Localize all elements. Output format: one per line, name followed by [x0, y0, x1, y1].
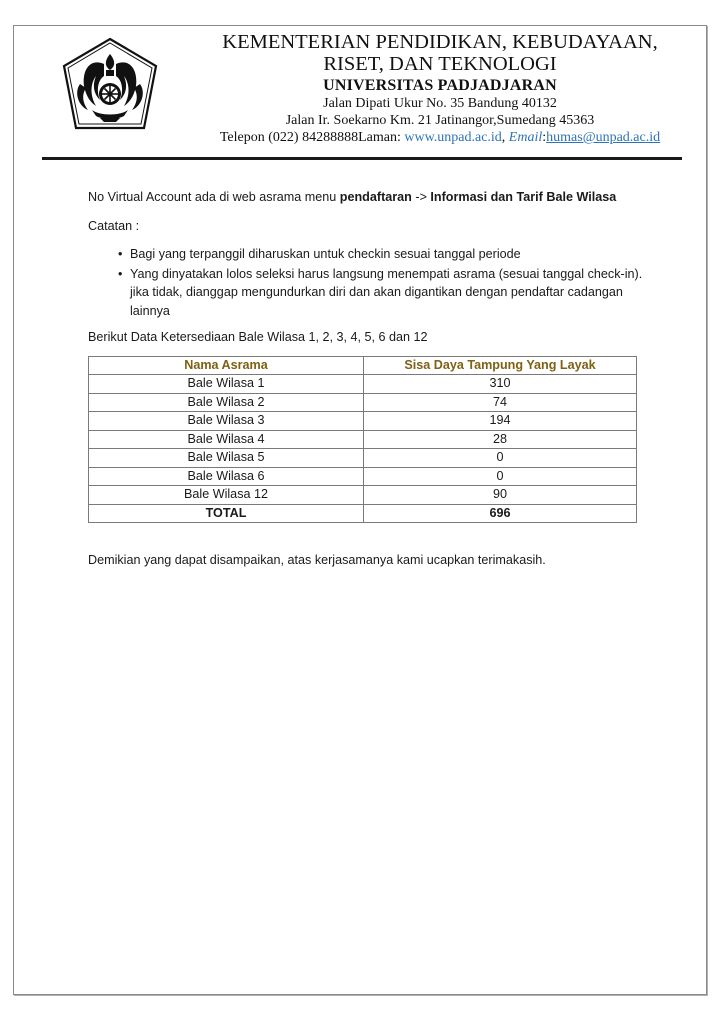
total-value: 696 [364, 504, 637, 523]
dorm-name: Bale Wilasa 4 [89, 430, 364, 449]
email-colon: : [542, 130, 547, 145]
table-row [89, 375, 637, 394]
contact-line [190, 129, 690, 146]
dorm-name: Bale Wilasa 6 [89, 467, 364, 486]
address-jatinangor: Jalan Ir. Soekarno Km. 21 Jatinangor,Sumedang 45363 [285, 112, 595, 128]
address-bandung: Jalan Dipati Ukur No. 35 Bandung 40132 [323, 96, 557, 111]
dorm-name: Bale Wilasa 5 [89, 449, 364, 468]
note-text: Yang dinyatakan lolos seleksi harus langsung menempati asrama (sesuai tanggal check-in). jika tidak, dianggap mengundurkan diri dan akan digantikan dengan pendaftar cadangan lainnya [130, 266, 643, 318]
website-link[interactable]: www.unpad.ac.id [404, 130, 502, 145]
capacity-value: 0 [364, 467, 637, 486]
notes-label: Catatan : [88, 218, 140, 233]
capacity-value: 90 [364, 486, 637, 505]
capacity-value: 194 [364, 412, 637, 431]
table-row [89, 486, 637, 505]
table-total-row [89, 504, 637, 523]
table-intro: Berikut Data Ketersediaan Bale Wilasa 1, 2, 3, 4, 5, 6 dan 12 [88, 330, 428, 344]
bullet-icon: • [118, 247, 123, 261]
letterhead [190, 31, 690, 146]
dorm-name: Bale Wilasa 12 [89, 486, 364, 505]
header-nama-asrama: Nama Asrama [89, 356, 364, 375]
dorm-name: Bale Wilasa 2 [89, 393, 364, 412]
notes-list [88, 245, 648, 320]
email-link[interactable]: humas@unpad.ac.id [546, 130, 661, 145]
list-item [88, 265, 648, 321]
email-label: Email [508, 130, 543, 145]
capacity-value: 28 [364, 430, 637, 449]
table-header-row [89, 356, 637, 375]
dorm-name: Bale Wilasa 1 [89, 375, 364, 394]
menu-arrow: -> [411, 190, 431, 204]
menu-pendaftaran: pendaftaran [339, 190, 412, 204]
phone-text: Telepon (022) 84288888Laman: [219, 130, 405, 145]
total-label: TOTAL [89, 504, 364, 523]
table-row [89, 430, 637, 449]
availability-table [88, 356, 637, 524]
capacity-value: 74 [364, 393, 637, 412]
ministry-name-line2: RISET, DAN TEKNOLOGI [323, 53, 557, 75]
intro-text: No Virtual Account ada di web asrama menu [88, 190, 340, 204]
capacity-value: 0 [364, 449, 637, 468]
table-row [89, 412, 637, 431]
header-sisa-daya-tampung: Sisa Daya Tampung Yang Layak [364, 356, 637, 375]
letterhead-divider [42, 157, 682, 160]
table-row [89, 393, 637, 412]
list-item [88, 245, 648, 264]
university-name: UNIVERSITAS PADJADJARAN [323, 77, 557, 94]
table-row [89, 449, 637, 468]
bullet-icon: • [118, 266, 123, 281]
unpad-logo-icon [60, 36, 160, 136]
note-text: Bagi yang terpanggil diharuskan untuk checkin sesuai tanggal periode [130, 247, 521, 261]
email-separator: , [501, 130, 509, 145]
menu-informasi-tarif: Informasi dan Tarif Bale Wilasa [430, 190, 617, 204]
table-row [89, 467, 637, 486]
ministry-name-line1: KEMENTERIAN PENDIDIKAN, KEBUDAYAAN, [222, 31, 658, 53]
virtual-account-paragraph [88, 188, 648, 207]
capacity-value: 310 [364, 375, 637, 394]
dorm-name: Bale Wilasa 3 [89, 412, 364, 431]
closing-paragraph: Demikian yang dapat disampaikan, atas kerjasamanya kami ucapkan terimakasih. [88, 553, 546, 567]
letter-body [88, 188, 648, 580]
